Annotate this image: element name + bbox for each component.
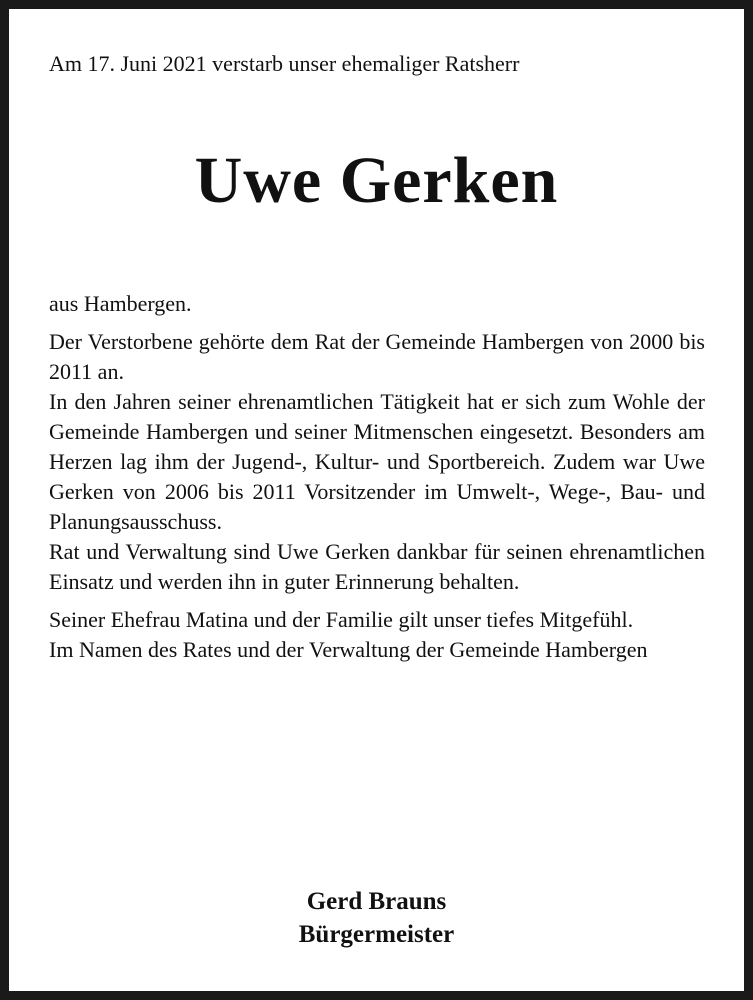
council-paragraph: Der Verstorbene gehörte dem Rat der Gemeinde Hambergen von 2000 bis 2011 an. bbox=[49, 329, 705, 384]
signatory-title: Bürgermeister bbox=[298, 921, 455, 948]
hometown-line: aus Hambergen. bbox=[49, 291, 192, 316]
service-paragraph: In den Jahren seiner ehrenamtlichen Tätigkeit hat er sich zum Wohle der Gemeinde Hambergen und seiner Mitmenschen eingesetzt. Besonders am Herzen lag ihm der Jugend-, Kultur- und Sportbereich. Zudem war Uwe Gerken von 2006 bis 2011 Vorsitzender im Umwelt-, Wege-, Bau- und Planungsausschuss. bbox=[49, 389, 705, 534]
signatory-name: Gerd Brauns bbox=[306, 888, 447, 915]
on-behalf-paragraph: Im Namen des Rates und der Verwaltung der Gemeinde Hambergen bbox=[49, 637, 648, 662]
deceased-name: Uwe Gerken bbox=[194, 144, 559, 217]
notice-body bbox=[49, 289, 705, 665]
signature-block bbox=[9, 885, 744, 951]
thanks-paragraph: Rat und Verwaltung sind Uwe Gerken dankbar für seinen ehrenamtlichen Einsatz und werden ihn in guter Erinnerung behalten. bbox=[49, 539, 705, 594]
condolence-paragraph: Seiner Ehefrau Matina und der Familie gilt unser tiefes Mitgefühl. bbox=[49, 607, 634, 632]
intro-line: Am 17. Juni 2021 verstarb unser ehemaliger Ratsherr bbox=[49, 51, 520, 76]
